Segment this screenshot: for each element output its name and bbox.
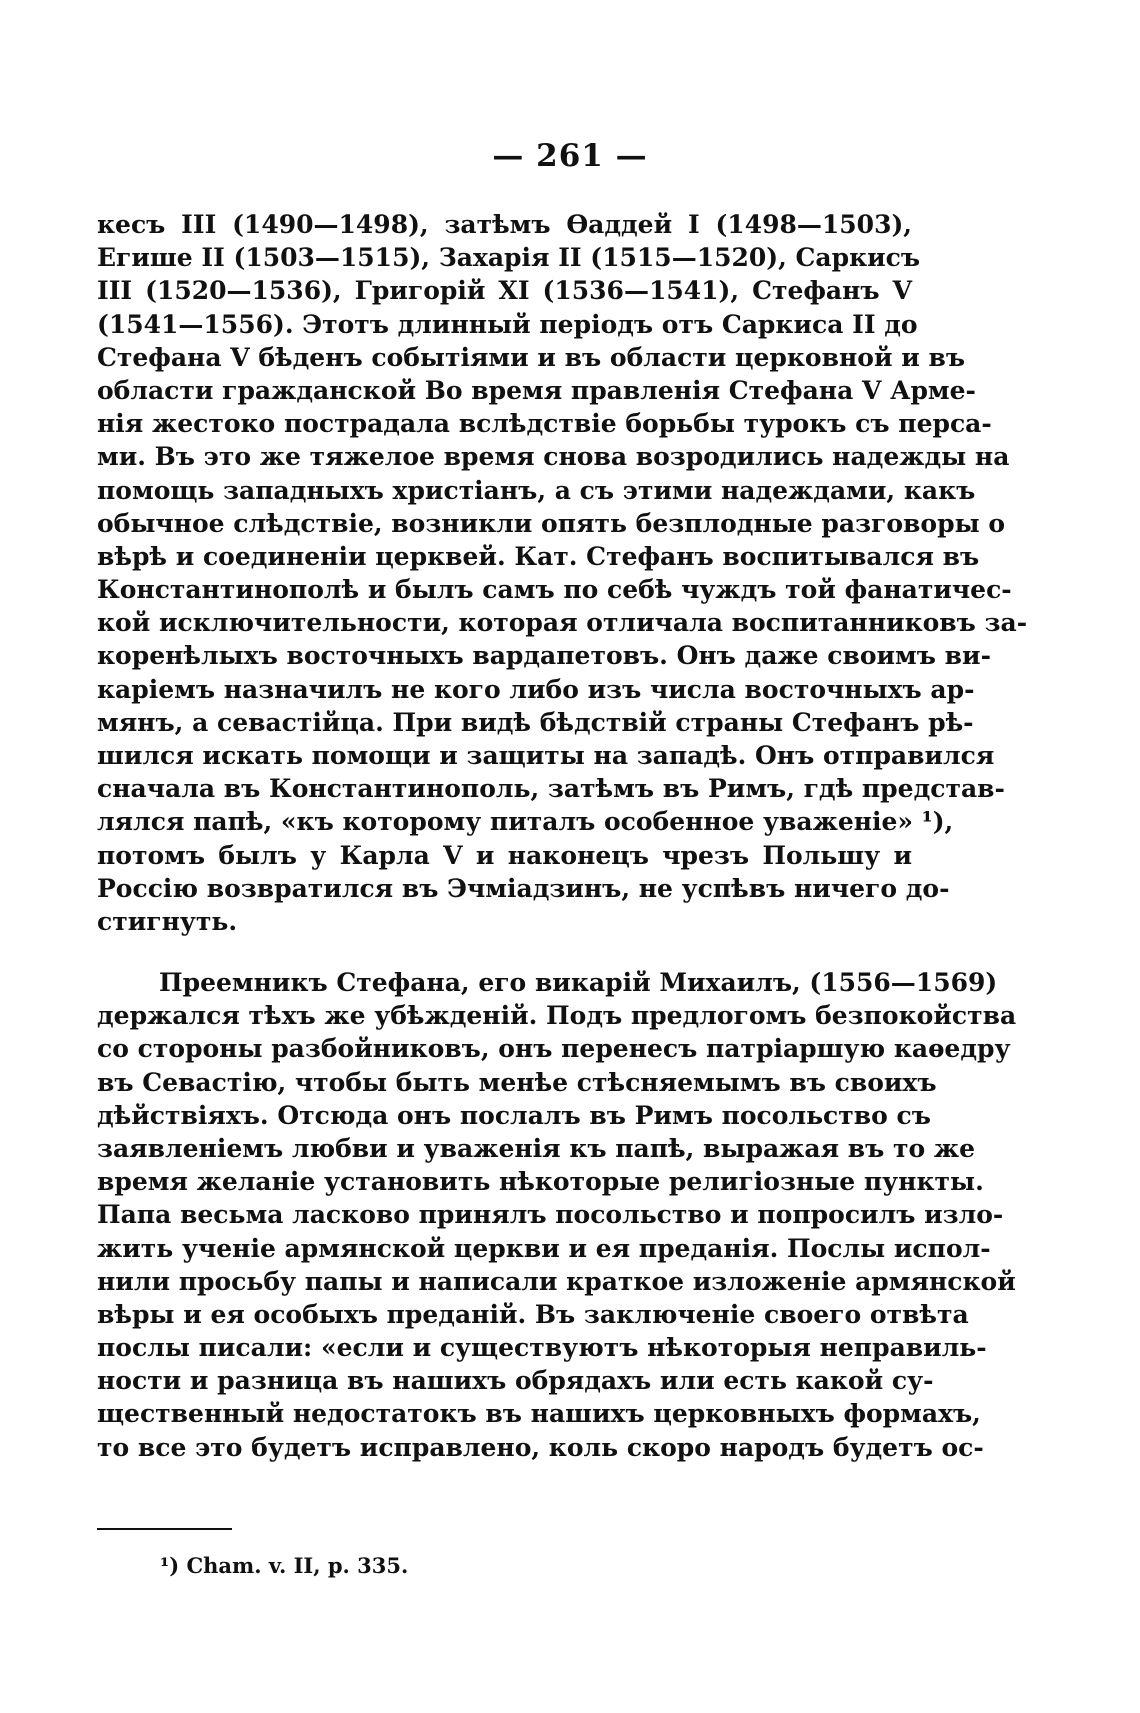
text-line: шился искать помощи и защиты на западѣ. Онъ отправился [97, 741, 995, 770]
text-line: жить ученіе армянской церкви и ея преданія. Послы испол- [97, 1233, 991, 1263]
text-line: ности и разница въ нашихъ обрядахъ или есть какой су- [97, 1366, 934, 1396]
text-line: дѣйствіяхъ. Отсюда онъ послалъ въ Римъ посольство съ [97, 1100, 931, 1130]
text-line: заявленіемъ любви и уваженія къ папѣ, выражая въ то же [97, 1133, 976, 1163]
paragraph-1 [97, 208, 1028, 938]
text-line: вѣры и ея особыхъ преданій. Въ заключеніе своего отвѣта [97, 1299, 969, 1329]
text-line: щественный недостатокъ въ нашихъ церковныхъ формахъ, [97, 1399, 981, 1429]
text-line: каріемъ назначилъ не кого либо изъ числа восточныхъ ар- [97, 674, 975, 704]
text-line: сначала въ Константинополь, затѣмъ въ Римъ, гдѣ представ- [97, 774, 1005, 804]
text-line: держался тѣхъ же убѣжденій. Подъ предлогомъ безпокойства [97, 1001, 1017, 1031]
text-line: ми. Въ это же тяжелое время снова возродились надежды на [97, 442, 1010, 472]
text-line: въ Севастію, чтобы быть менѣе стѣсняемымъ въ своихъ [97, 1067, 937, 1097]
page-number: — 261 — [492, 138, 648, 174]
text-line: кой исключительности, которая отличала воспитанниковъ за- [97, 608, 1028, 638]
text-line: вѣрѣ и соединеніи церквей. Кат. Стефанъ воспитывался въ [97, 541, 980, 571]
text-line: лялся папѣ, «къ которому питалъ особенное уваженіе» ¹), [97, 807, 954, 837]
text-line: обычное слѣдствіе, возникли опять безплодные разговоры о [97, 508, 1006, 538]
text-line: помощь западныхъ христіанъ, а съ этими надеждами, какъ [97, 475, 976, 505]
text-line: время желаніе установить нѣкоторые религіозные пункты. [97, 1167, 984, 1197]
text-line: послы писали: «если и существуютъ нѣкоторыя неправиль- [97, 1333, 987, 1363]
paragraph-2 [97, 966, 1017, 1464]
text-line: III (1520—1536), Григорій XI (1536—1541), Стефанъ V [97, 276, 912, 306]
text-line: нили просьбу папы и написали краткое изложеніе армянской [97, 1266, 1016, 1296]
text-line: то все это будетъ исправлено, коль скоро народъ будетъ ос- [97, 1432, 984, 1462]
text-line: области гражданской Во время правленія Стефана V Арме- [97, 375, 976, 405]
text-line: со стороны разбойниковъ, онъ перенесъ патріаршую каѳедру [97, 1034, 1011, 1064]
text-line: коренѣлыхъ восточныхъ вардапетовъ. Онъ даже своимъ ви- [97, 641, 991, 671]
footnote: ¹) Cham. v. II, p. 335. [160, 1553, 409, 1578]
text-line: Россію возвратился въ Эчміадзинъ, не успѣвъ ничего до- [97, 873, 950, 903]
text-line: мянъ, а севастійца. При видѣ бѣдствій страны Стефанъ рѣ- [97, 707, 974, 737]
text-line: Константинополѣ и былъ самъ по себѣ чуждъ той фанатичес- [97, 575, 1012, 605]
text-line: (1541—1556). Этотъ длинный періодъ отъ Саркиса II до [97, 309, 918, 339]
text-line: Стефана V бѣденъ событіями и въ области церковной и въ [97, 342, 965, 372]
text-line: Папа весьма ласково принялъ посольство и попросилъ изло- [97, 1200, 1004, 1230]
text-line: стигнуть. [97, 906, 238, 936]
footnote-divider [97, 1528, 232, 1530]
text-line: кесъ III (1490—1498), затѣмъ Ѳаддей I (1498—1503), [97, 210, 912, 239]
text-line: потомъ былъ у Карла V и наконецъ чрезъ Польшу и [97, 840, 912, 870]
text-line: нія жестоко пострадала вслѣдствіе борьбы турокъ съ перса- [97, 409, 992, 439]
text-line: Преемникъ Стефана, его викарій Михаилъ, (1556—1569) [159, 968, 998, 997]
text-line: Егише II (1503—1515), Захарія II (1515—1520), Саркисъ [97, 243, 921, 273]
